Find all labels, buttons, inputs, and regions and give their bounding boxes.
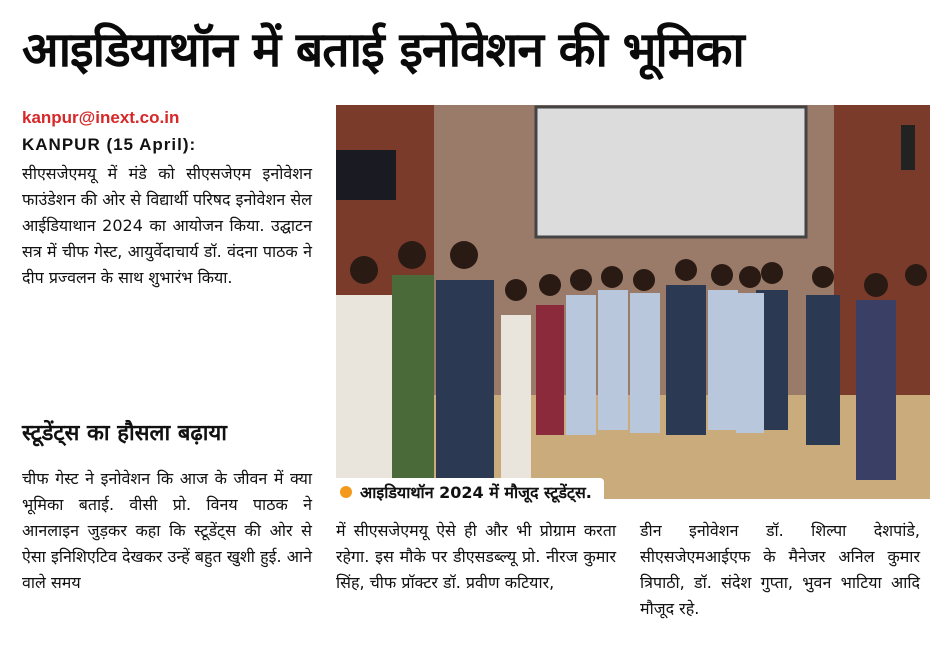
photo-caption (336, 478, 604, 506)
article-paragraph-2: चीफ गेस्ट ने इनोवेशन कि आज के जीवन में क्या भूमिका बताई. वीसी प्रो. विनय पाठक ने आनलाइन जुड़कर कहा कि स्टूडेंट्स की ओर से ऐसा इनिशिएटिव देखकर उन्हें बहुत खुशी हुई. आने वाले समय (22, 469, 312, 592)
reporter-email: kanpur@inext.co.in (22, 108, 180, 127)
headline: आइडियाथॉन में बताई इनोवेशन की भूमिका (22, 22, 744, 78)
group-photo-illustration (336, 105, 930, 499)
dateline: KANPUR (15 April): (22, 135, 197, 154)
subheading: स्टूडेंट्स का हौसला बढ़ाया (22, 421, 227, 446)
article-paragraph-3: में सीएसजेएमयू ऐसे ही और भी प्रोग्राम करता रहेगा. इस मौके पर डीएसडब्ल्यू प्रो. नीरज कुमार सिंह, चीफ प्रॉक्टर डॉ. प्रवीण कटियार, (336, 521, 616, 592)
article-paragraph-4: डीन इनोवेशन डॉ. शिल्पा देशपांडे, सीएसजेएमआईएफ के मैनेजर अनिल कुमार त्रिपाठी, डॉ. संदेश गुप्ता, भुवन भाटिया आदि मौजूद रहे. (640, 521, 920, 618)
event-photo (336, 105, 930, 499)
article-paragraph-1: सीएसजेएमयू में मंडे को सीएसजेएम इनोवेशन फाउंडेशन की ओर से विद्यार्थी परिषद इनोवेशन सेल आईडियाथान 2024 का आयोजन किया. उद्घाटन सत्र में चीफ गेस्ट, आयुर्वेदाचार्य डॉ. वंदना पाठक ने दीप प्रज्वलन के साथ शुभारंभ किया. (22, 164, 312, 287)
caption-bullet-icon (340, 486, 352, 498)
photo-caption-text: आइडियाथॉन 2024 में मौजूद स्टूडेंट्स. (360, 483, 592, 502)
